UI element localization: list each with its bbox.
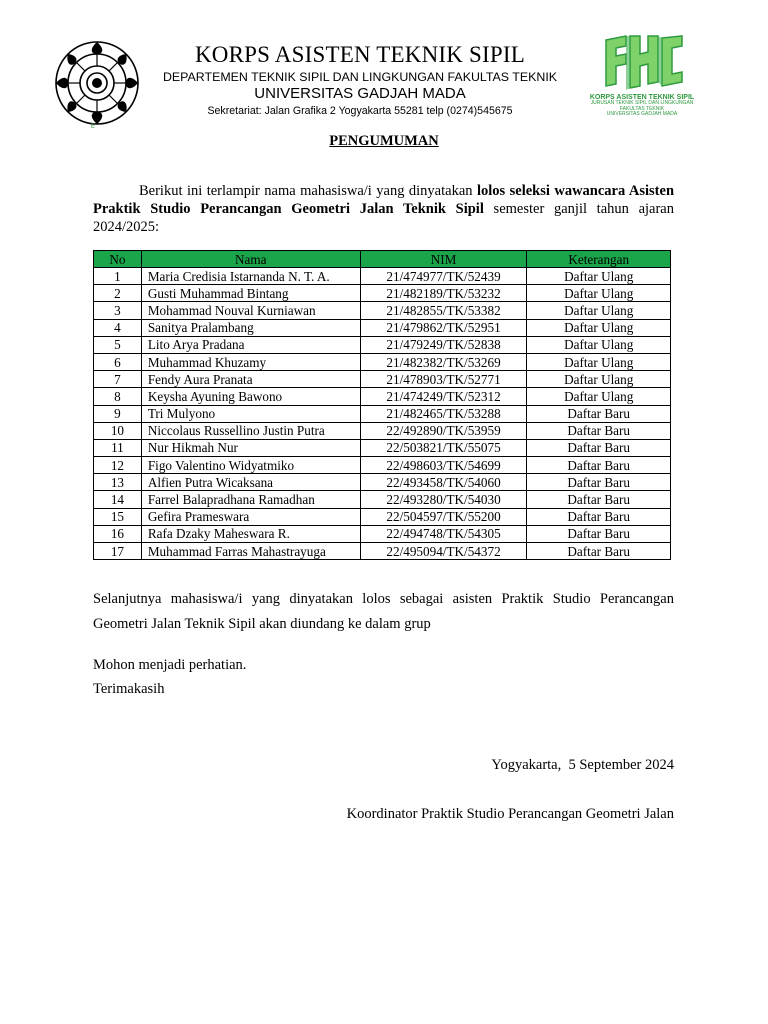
cell-no: 9 (94, 405, 142, 422)
cell-nim: 21/474249/TK/52312 (360, 388, 527, 405)
cell-nama: Maria Credisia Istarnanda N. T. A. (141, 268, 360, 285)
table-row (94, 388, 671, 405)
cell-keterangan: Daftar Ulang (527, 268, 671, 285)
cell-keterangan: Daftar Ulang (527, 302, 671, 319)
column-header-no: No (94, 251, 142, 268)
table-body (94, 268, 671, 560)
cell-no: 7 (94, 371, 142, 388)
table-row (94, 353, 671, 370)
cell-nama: Keysha Ayuning Bawono (141, 388, 360, 405)
cell-keterangan: Daftar Ulang (527, 319, 671, 336)
assistant-roster-table (93, 250, 671, 560)
cell-nim: 21/479862/TK/52951 (360, 319, 527, 336)
table-row (94, 474, 671, 491)
cell-nim: 22/504597/TK/55200 (360, 508, 527, 525)
cell-nim: 21/474977/TK/52439 (360, 268, 527, 285)
cell-keterangan: Daftar Ulang (527, 336, 671, 353)
cell-no: 2 (94, 285, 142, 302)
letterhead-title: KORPS ASISTEN TEKNIK SIPIL (194, 42, 525, 67)
table-row (94, 319, 671, 336)
cell-nama: Sanitya Pralambang (141, 319, 360, 336)
tiny-mark: E (91, 124, 96, 130)
table-row (94, 268, 671, 285)
cell-nama: Muhammad Khuzamy (141, 353, 360, 370)
cell-nim: 21/482855/TK/53382 (360, 302, 527, 319)
cell-nim: 21/478903/TK/52771 (360, 371, 527, 388)
cell-nama: Muhammad Farras Mahastrayuga (141, 543, 360, 560)
katsi-caption-univ: UNIVERSITAS GADJAH MADA (606, 110, 678, 117)
katsi-caption-title: KORPS ASISTEN TEKNIK SIPIL (589, 94, 695, 101)
closing-paragraph: Selanjutnya mahasiswa/i yang dinyatakan lolos sebagai asisten Praktik Studio Perancangan Geometri Jalan Teknik Sipil akan diundang ke dalam grup (93, 591, 674, 632)
cell-nim: 21/482382/TK/53269 (360, 353, 527, 370)
cell-nama: Alfien Putra Wicaksana (141, 474, 360, 491)
cell-nim: 22/495094/TK/54372 (360, 543, 527, 560)
intro-paragraph (93, 182, 674, 236)
cell-nim: 21/482465/TK/53288 (360, 405, 527, 422)
signer-title: Koordinator Praktik Studio Perancangan Geometri Jalan (346, 806, 674, 822)
column-header-nama: Nama (141, 251, 360, 268)
intro-text-end: semester ganjil tahun ajaran 2024/2025: (93, 201, 674, 235)
cell-nama: Nur Hikmah Nur (141, 439, 360, 456)
cell-nama: Niccolaus Russellino Justin Putra (141, 422, 360, 439)
cell-no: 6 (94, 353, 142, 370)
cell-keterangan: Daftar Baru (527, 543, 671, 560)
column-header-nim: NIM (360, 251, 527, 268)
katsi-caption-faculty: FAKULTAS TEKNIK (619, 105, 665, 112)
cell-keterangan: Daftar Baru (527, 457, 671, 474)
katsi-logo-icon (582, 34, 702, 128)
table-row (94, 439, 671, 456)
katsi-caption-dept: JURUSAN TEKNIK SIPIL DAN LINGKUNGAN (590, 100, 694, 107)
column-header-keterangan: Keterangan (527, 251, 671, 268)
cell-nama: Farrel Balapradhana Ramadhan (141, 491, 360, 508)
thanks-note: Terimakasih (93, 681, 165, 697)
cell-keterangan: Daftar Baru (527, 422, 671, 439)
cell-no: 5 (94, 336, 142, 353)
letterhead-department: DEPARTEMEN TEKNIK SIPIL DAN LINGKUNGAN FAKULTAS TEKNIK (162, 70, 558, 84)
table-row (94, 543, 671, 560)
letterhead-university: UNIVERSITAS GADJAH MADA (254, 85, 466, 102)
cell-keterangan: Daftar Baru (527, 474, 671, 491)
cell-nama: Lito Arya Pradana (141, 336, 360, 353)
letterhead-address: Sekretariat: Jalan Grafika 2 Yogyakarta 55281 telp (0274)545675 (207, 105, 513, 117)
cell-nim: 22/492890/TK/53959 (360, 422, 527, 439)
cell-nama: Fendy Aura Pranata (141, 371, 360, 388)
cell-nama: Mohammad Nouval Kurniawan (141, 302, 360, 319)
cell-no: 14 (94, 491, 142, 508)
cell-no: 8 (94, 388, 142, 405)
place-and-date: Yogyakarta, 5 September 2024 (491, 757, 674, 773)
cell-nim: 21/479249/TK/52838 (360, 336, 527, 353)
cell-nama: Figo Valentino Widyatmiko (141, 457, 360, 474)
table-header-row (94, 251, 671, 268)
intro-text-start: Berikut ini terlampir nama mahasiswa/i yang dinyatakan (139, 183, 477, 199)
cell-no: 1 (94, 268, 142, 285)
intro-text-bold: lolos seleksi wawancara Asisten Praktik Studio Perancangan Geometri Jalan Teknik Sipil (93, 183, 675, 217)
cell-nim: 22/493280/TK/54030 (360, 491, 527, 508)
table-row (94, 508, 671, 525)
cell-no: 13 (94, 474, 142, 491)
cell-no: 3 (94, 302, 142, 319)
cell-nim: 22/503821/TK/55075 (360, 439, 527, 456)
table-row (94, 491, 671, 508)
cell-no: 12 (94, 457, 142, 474)
cell-keterangan: Daftar Baru (527, 508, 671, 525)
cell-keterangan: Daftar Baru (527, 439, 671, 456)
cell-nama: Gefira Prameswara (141, 508, 360, 525)
cell-nama: Rafa Dzaky Maheswara R. (141, 525, 360, 542)
cell-no: 4 (94, 319, 142, 336)
cell-keterangan: Daftar Ulang (527, 388, 671, 405)
cell-nim: 22/498603/TK/54699 (360, 457, 527, 474)
cell-keterangan: Daftar Ulang (527, 353, 671, 370)
cell-nama: Gusti Muhammad Bintang (141, 285, 360, 302)
table-row (94, 422, 671, 439)
table-row (94, 405, 671, 422)
cell-keterangan: Daftar Ulang (527, 371, 671, 388)
cell-nim: 21/482189/TK/53232 (360, 285, 527, 302)
ugm-emblem-icon (54, 40, 140, 126)
cell-no: 11 (94, 439, 142, 456)
cell-keterangan: Daftar Ulang (527, 285, 671, 302)
cell-keterangan: Daftar Baru (527, 491, 671, 508)
document-title: PENGUMUMAN (329, 133, 439, 149)
table-row (94, 285, 671, 302)
table-row (94, 371, 671, 388)
cell-keterangan: Daftar Baru (527, 525, 671, 542)
cell-nim: 22/494748/TK/54305 (360, 525, 527, 542)
table-row (94, 302, 671, 319)
table-row (94, 525, 671, 542)
attention-note: Mohon menjadi perhatian. (93, 657, 247, 673)
cell-nama: Tri Mulyono (141, 405, 360, 422)
table-row (94, 336, 671, 353)
cell-nim: 22/493458/TK/54060 (360, 474, 527, 491)
cell-no: 10 (94, 422, 142, 439)
table-row (94, 457, 671, 474)
cell-keterangan: Daftar Baru (527, 405, 671, 422)
cell-no: 16 (94, 525, 142, 542)
cell-no: 17 (94, 543, 142, 560)
cell-no: 15 (94, 508, 142, 525)
